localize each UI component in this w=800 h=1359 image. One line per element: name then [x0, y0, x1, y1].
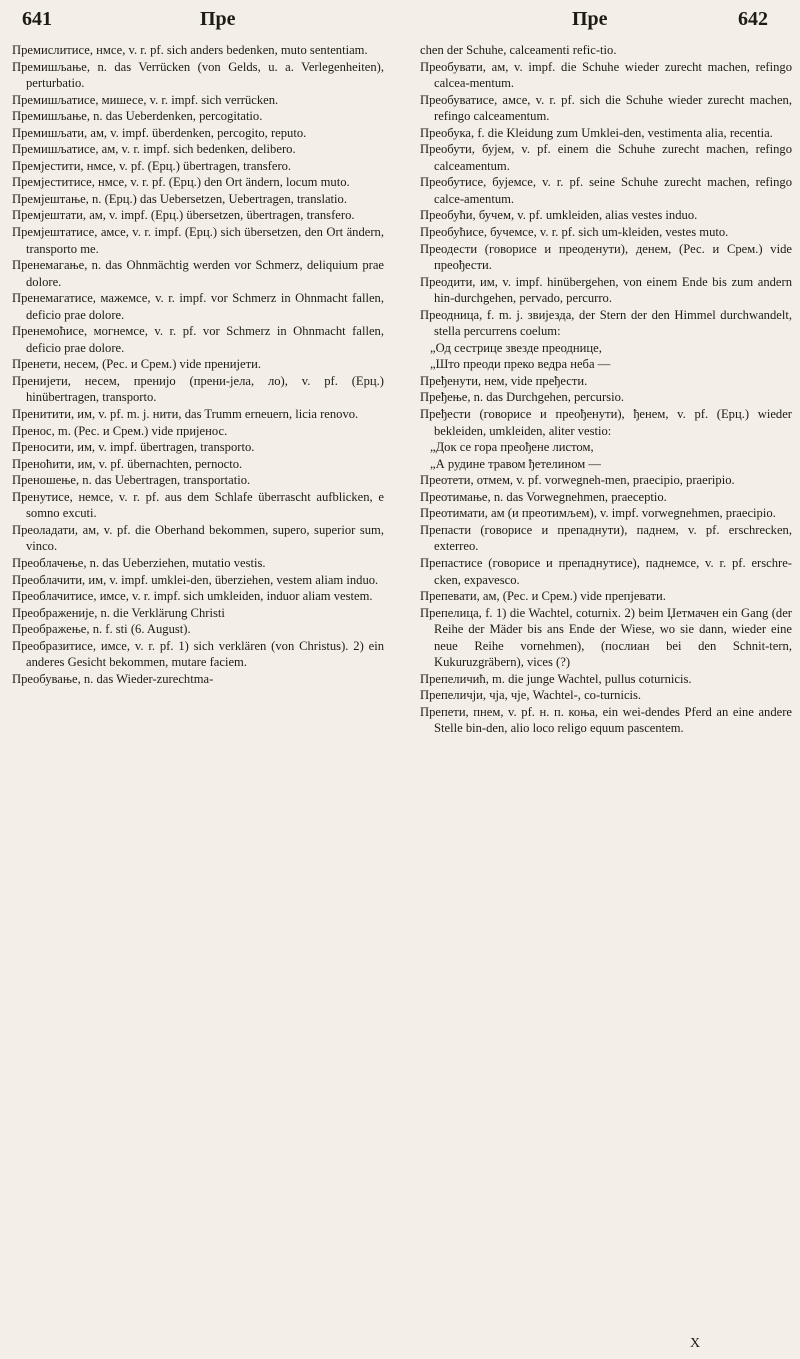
dictionary-entry: Преоблачити, им, v. impf. umklei-den, überziehen, vestem aliam induo.	[12, 572, 379, 587]
dictionary-entry: Пренемагатисе, мажемсе, v. r. impf. vor Schmerz in Ohnmacht fallen, deficio prae dolore.	[12, 291, 384, 322]
dictionary-entry: Преноћити, им, v. pf. übernachten, pernocto.	[12, 456, 243, 471]
dictionary-entry: Преобука, f. die Kleidung zum Umklei-den, vestimenta alia, recentia.	[420, 125, 773, 140]
dictionary-entry: Премишљање, n. das Ueberdenken, percogitatio.	[12, 109, 263, 124]
left-column	[12, 42, 384, 687]
dictionary-entry: Преодити, им, v. impf. hinübergehen, von einem Ende bis zum andern hin-durchgehen, pervado, percurro.	[420, 274, 792, 306]
dictionary-entry: Пређење, n. das Durchgehen, percursio.	[420, 390, 625, 405]
dictionary-entry: Премјештатисе, амсе, v. r. impf. (Ерц.) sich übersetzen, den Ort ändern, transporto me.	[12, 225, 384, 256]
dictionary-entry: „А рудине травом ђетелином —	[430, 456, 601, 471]
dictionary-entry: Препевати, ам, (Рес. и Срем.) vide препјевати.	[420, 589, 666, 604]
right-column	[420, 42, 792, 737]
dictionary-entry: Преобути, бујем, v. pf. einem die Schuhe zurecht machen, refingo calceamentum.	[420, 142, 792, 173]
right-running-title: Пре	[572, 8, 608, 30]
dictionary-entry: chen der Schuhe, calceamenti refic-tio.	[420, 43, 617, 57]
dictionary-entry: Преобуватисе, амсе, v. r. pf. sich die Schuhe wieder zurecht machen, refingo calceamentum.	[420, 92, 792, 124]
dictionary-entry: Преотимање, n. das Vorwegnehmen, praeceptio.	[420, 489, 667, 504]
dictionary-entry: Преобутисе, бујемсе, v. r. pf. seine Schuhe zurecht machen, refingo calce-amentum.	[420, 175, 792, 206]
dictionary-entry: Премишљати, ам, v. impf. überdenken, percogito, reputo.	[12, 125, 307, 140]
dictionary-entry: „Од сестрице звезде преоднице,	[430, 340, 602, 355]
dictionary-entry: Пренемоћисе, могнемсе, v. r. pf. vor Schmerz in Ohnmacht fallen, deficio prae dolore.	[12, 324, 384, 355]
dictionary-entry: Преоладати, ам, v. pf. die Oberhand bekommen, supero, superior sum, vinco.	[12, 522, 384, 554]
dictionary-entry: Преобућисе, бучемсе, v. r. pf. sich um-kleiden, vestes muto.	[420, 225, 729, 240]
dictionary-entry: Преодница, f. m. j. звијезда, der Stern der den Himmel durchwandelt, stella percurrens coelum:	[420, 307, 792, 339]
dictionary-entry: Премјестити, нмсе, v. pf. (Ерц.) übertragen, transfero.	[12, 158, 292, 173]
dictionary-entry: Преодести (говорисе и преоденути), денем, (Рес. и Срем.) vide преођести.	[420, 241, 792, 273]
dictionary-entry: Препеличји, чја, чје, Wachtel-, co-turnicis.	[420, 688, 642, 703]
dictionary-entry: Преображење, n. f. sti (6. August).	[12, 622, 191, 637]
page-header	[0, 8, 800, 38]
dictionary-entry: Преотимати, ам (и преотимљем), v. impf. vorwegnehmen, praecipio.	[420, 506, 776, 521]
dictionary-entry: Премислитисе, нмсе, v. r. pf. sich anders bedenken, muto sententiam.	[12, 43, 368, 57]
dictionary-entry: Преотети, отмем, v. pf. vorwegneh-men, praecipio, praeripio.	[420, 473, 735, 488]
left-page-number: 641	[22, 8, 52, 30]
dictionary-entry: Препелица, f. 1) die Wachtel, coturnix. 2) beim Џетмачен ein Gang (der Reihe der Mäder bis ans Ende der Wiese, wo sie dann, wieder eine neue Reihe vornehmen), (послиан bei den Schnit-tern, Kukuruzgräbern), vices (?)	[420, 605, 792, 670]
dictionary-entry: Преображеније, n. die Verklärung Christi	[12, 605, 225, 620]
signature-mark: X	[690, 1336, 701, 1351]
dictionary-entry: Преобувати, ам, v. impf. die Schuhe wieder zurecht machen, refingo calcea-mentum.	[420, 59, 792, 91]
dictionary-entry: Преношење, n. das Uebertragen, transportatio.	[12, 473, 251, 488]
dictionary-entry: Премјеститисе, нмсе, v. r. pf. (Ерц.) den Ort ändern, locum muto.	[12, 175, 350, 190]
dictionary-entry: Пренијети, несем, пренијо (прени-јела, ло), v. pf. (Ерц.) hinübertragen, transporto.	[12, 373, 384, 405]
dictionary-entry: „Док се гора преођене листом,	[430, 440, 594, 455]
left-running-title: Пре	[200, 8, 236, 30]
dictionary-entry: Преобразитисе, имсе, v. r. pf. 1) sich verklären (von Christus). 2) ein anderes Gesicht bekommen, mutare faciem.	[12, 638, 384, 670]
dictionary-entry: Премјештати, ам, v. impf. (Ерц.) übersetzen, übertragen, transfero.	[12, 208, 355, 223]
dictionary-entry: Преоблачитисе, имсе, v. r. impf. sich umkleiden, induor aliam vestem.	[12, 589, 373, 604]
dictionary-entry: Пренемагање, n. das Ohnmächtig werden vor Schmerz, deliquium prae dolore.	[12, 258, 384, 289]
dictionary-entry: Преоблачење, n. das Ueberziehen, mutatio vestis.	[12, 555, 266, 570]
dictionary-entry: Премишљатисе, ам, v. r. impf. sich bedenken, delibero.	[12, 142, 296, 157]
dictionary-entry: Пренети, несем, (Рес. и Срем.) vide пренијети.	[12, 357, 261, 372]
dictionary-entry: Преобување, n. das Wieder-zurechtma-	[12, 671, 214, 686]
dictionary-entry: Премјештање, n. (Ерц.) das Uebersetzen, Uebertragen, translatio.	[12, 191, 347, 206]
dictionary-entry: „Што преоди преко ведра неба —	[430, 357, 611, 372]
dictionary-entry: Препастисе (говорисе и препаднутисе), паднемсе, v. r. pf. erschre-cken, expavesco.	[420, 555, 792, 587]
dictionary-entry: Преноc, m. (Рес. и Срем.) vide пријенос.	[12, 423, 228, 438]
dictionary-entry: Препасти (говорисе и препаднути), паднем, v. pf. erschrecken, exterreo.	[420, 522, 792, 554]
dictionary-entry: Препети, пнем, v. pf. н. п. коња, ein wei-dendes Pferd an eine andere Stelle bin-den, alio loco religo equum pascentem.	[420, 704, 792, 736]
dictionary-entry: Преобући, бучем, v. pf. umkleiden, alias vestes induo.	[420, 208, 698, 223]
dictionary-entry: Премишљатисе, мишесе, v. r. impf. sich verrücken.	[12, 92, 279, 107]
dictionary-entry: Премишљање, n. das Verrücken (von Gelds, u. a. Verlegenheiten), perturbatio.	[12, 59, 384, 91]
dictionary-entry: Пренитити, им, v. pf. m. j. нити, das Trumm erneuern, licia renovo.	[12, 407, 359, 422]
dictionary-entry: Пређенути, нем, vide пређести.	[420, 373, 588, 388]
dictionary-entry: Препеличић, m. die junge Wachtel, pullus coturnicis.	[420, 671, 692, 686]
dictionary-entry: Пређести (говорисе и преођенути), ђенем, v. pf. (Ерц.) wieder bekleiden, umkleiden, aliter vestio:	[420, 407, 792, 438]
right-page-number: 642	[738, 8, 768, 30]
dictionary-entry: Преносити, им, v. impf. übertragen, transporto.	[12, 440, 255, 455]
dictionary-entry: Пренутисе, немсе, v. r. pf. aus dem Schlafe überrascht aufblicken, e somno excuti.	[12, 489, 384, 521]
